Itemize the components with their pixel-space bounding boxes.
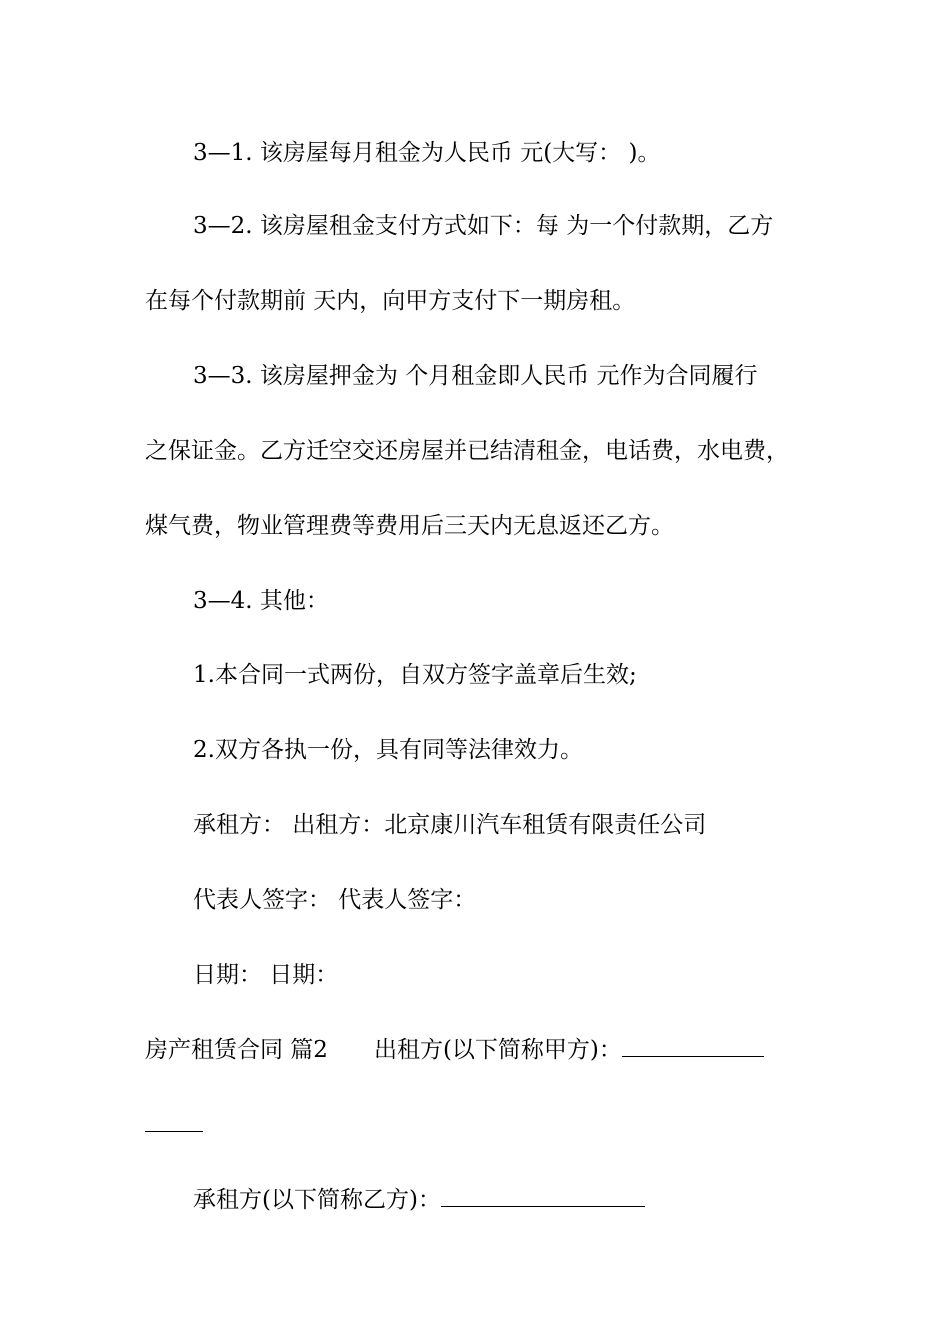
section-title: 房产租赁合同 篇2 — [145, 1037, 328, 1063]
clause-3-3-cont-2: 煤气费，物业管理费等费用后三天内无息返还乙方。 — [145, 513, 674, 539]
clause-3-1: 3—1. 该房屋每月租金为人民币 元(大写： )。 — [193, 140, 661, 166]
clause-3-2-cont: 在每个付款期前 天内，向甲方支付下一期房租。 — [145, 288, 636, 314]
clause-3-3-cont-1: 之保证金。乙方迁空交还房屋并已结清租金，电话费，水电费， — [145, 438, 789, 464]
lessor-label: 出租方(以下简称甲方)： — [373, 1037, 622, 1063]
lessor-blank-cont-line — [145, 1109, 825, 1139]
lessee-label: 承租方(以下简称乙方)： — [193, 1187, 441, 1213]
parties-line: 承租方： 出租方：北京康川汽车租赁有限责任公司 — [193, 812, 707, 838]
signature-line: 代表人签字： 代表人签字： — [193, 887, 477, 913]
lessee-blank — [441, 1184, 645, 1207]
clause-3-2: 3—2. 该房屋租金支付方式如下：每 为一个付款期，乙方 — [193, 213, 774, 239]
clause-3-4: 3—4. 其他： — [193, 588, 329, 614]
section-heading-line — [145, 1034, 825, 1064]
lessor-blank — [622, 1034, 764, 1057]
clause-3-3: 3—3. 该房屋押金为 个月租金即人民币 元作为合同履行 — [193, 363, 758, 389]
lessor-blank-cont — [145, 1109, 203, 1132]
term-1: 1.本合同一式两份，自双方签字盖章后生效; — [193, 662, 637, 688]
date-line: 日期： 日期： — [193, 962, 339, 988]
term-2: 2.双方各执一份，具有同等法律效力。 — [193, 737, 583, 763]
lessee-line — [193, 1184, 873, 1214]
